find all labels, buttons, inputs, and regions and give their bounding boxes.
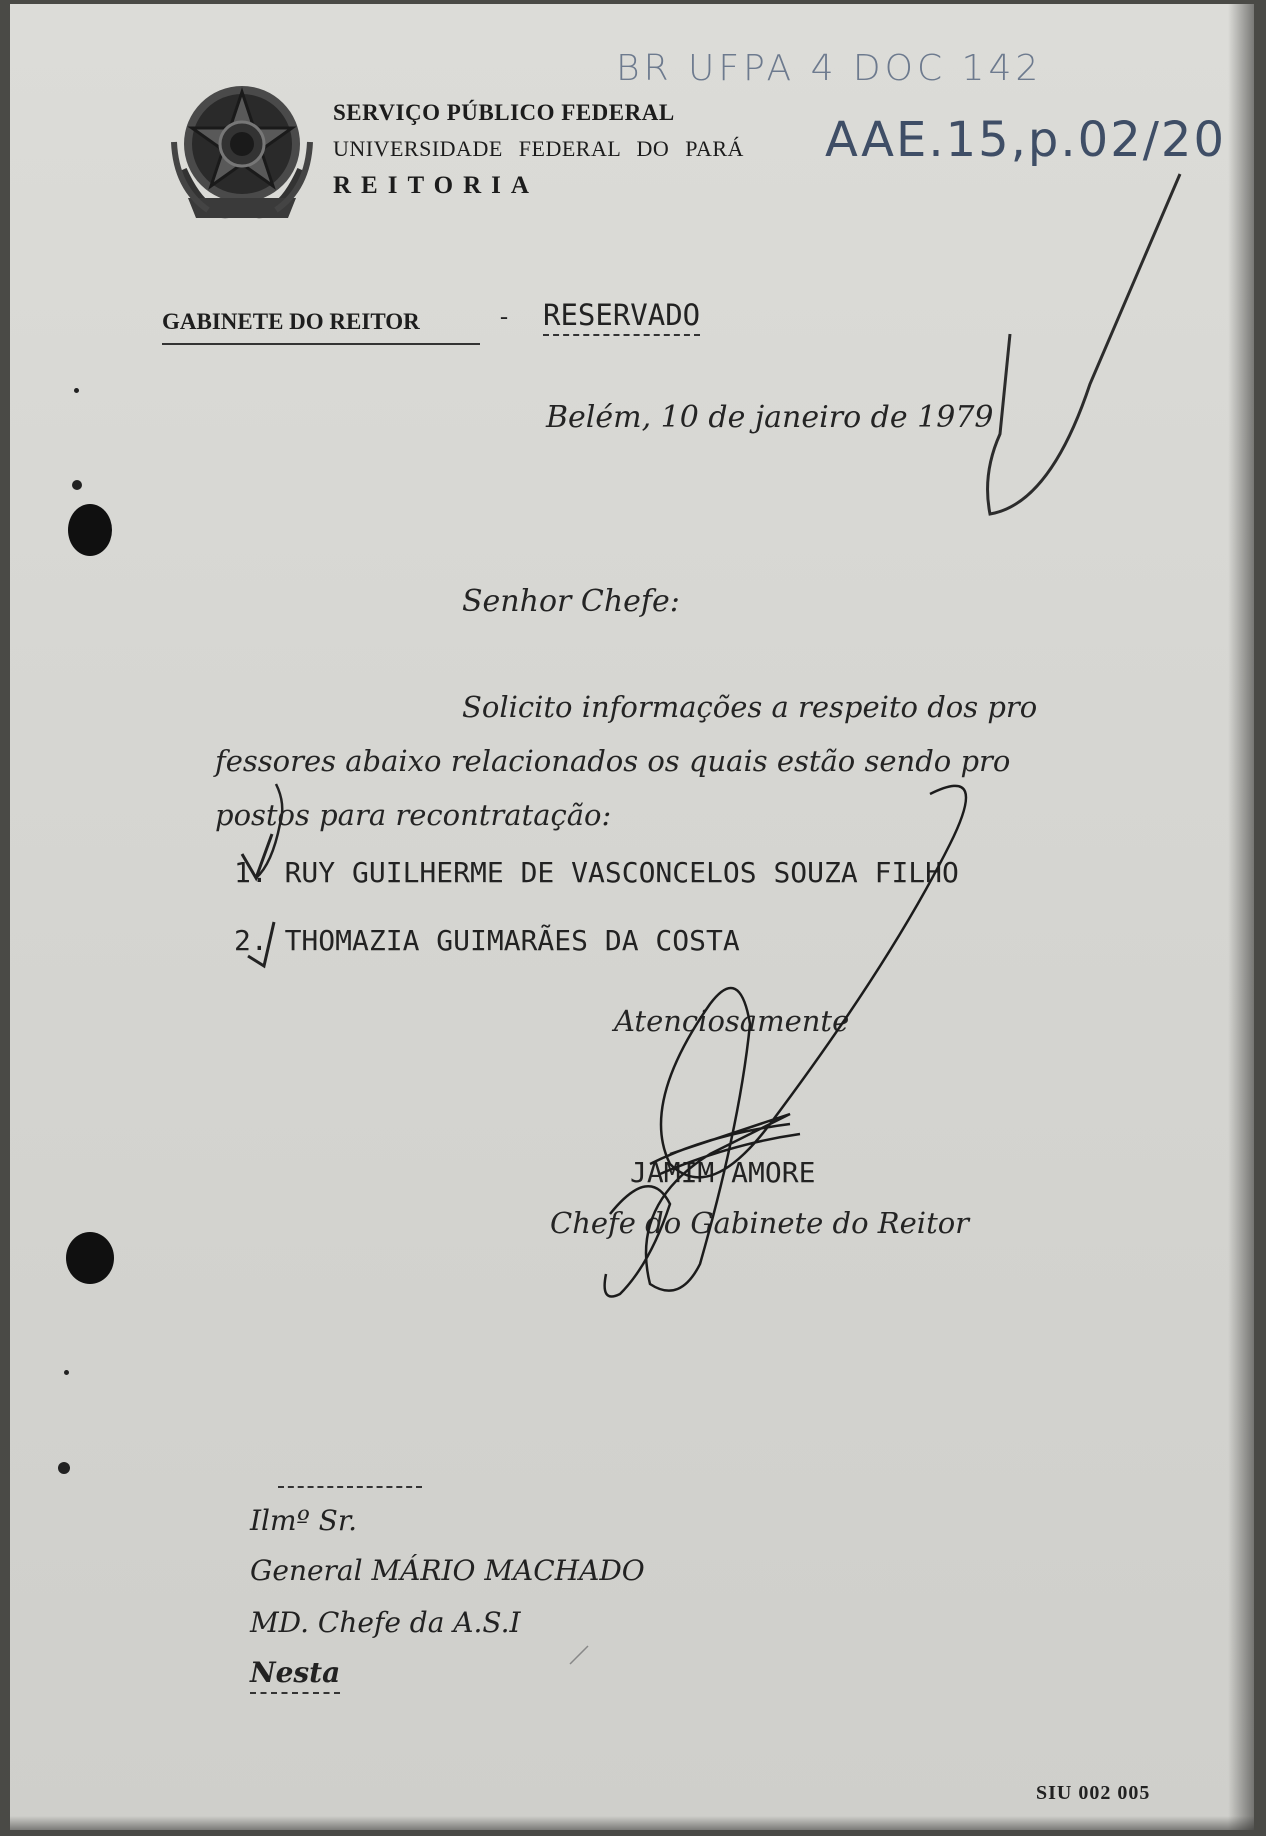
coat-of-arms-icon — [168, 78, 316, 230]
signatory-name: JAMIM AMORE — [630, 1156, 816, 1189]
form-code: SIU 002 005 — [1036, 1782, 1151, 1804]
addressee-location: Nesta — [250, 1656, 340, 1694]
speck — [72, 480, 82, 490]
place-date: Belém, 10 de janeiro de 1979 — [546, 400, 994, 435]
list-item: 1. RUY GUILHERME DE VASCONCELOS SOUZA FILHO — [234, 856, 959, 889]
addressee-salutation: Ilmº Sr. — [250, 1504, 358, 1537]
divider — [278, 1486, 422, 1488]
classification-label: RESERVADO — [543, 298, 700, 336]
salutation: Senhor Chefe: — [462, 584, 680, 619]
speck — [64, 1370, 69, 1375]
department-separator: - — [500, 304, 508, 330]
speck — [58, 1462, 70, 1474]
document-page — [10, 4, 1254, 1830]
department-name: GABINETE DO REITOR — [162, 309, 480, 345]
signatory-title: Chefe do Gabinete do Reitor — [550, 1206, 970, 1240]
punch-hole-bottom — [66, 1232, 114, 1284]
check-mark-stroke — [988, 174, 1180, 514]
header-office: REITORIA — [333, 172, 539, 199]
signature-scribble — [605, 1186, 670, 1296]
closing: Atenciosamente — [614, 1004, 850, 1038]
header-university: UNIVERSIDADE FEDERAL DO PARÁ — [333, 136, 744, 161]
header-service: SERVIÇO PÚBLICO FEDERAL — [333, 100, 675, 125]
addressee-name: General MÁRIO MACHADO — [250, 1554, 645, 1587]
page-bottom-shadow — [10, 1816, 1254, 1830]
letter-body — [215, 680, 1115, 842]
archive-reference: BR UFPA 4 DOC 142 — [616, 48, 1043, 89]
body-line: postos para recontratação: — [215, 798, 612, 832]
pencil-mark — [570, 1646, 588, 1664]
punch-hole-top — [68, 504, 112, 556]
page-edge-shadow — [1228, 4, 1254, 1830]
body-line: Solicito informações a respeito dos pro — [462, 690, 1038, 724]
archive-page-reference: AAE.15,p.02/20 — [825, 112, 1226, 168]
addressee-position: MD. Chefe da A.S.I — [250, 1606, 521, 1639]
body-line: fessores abaixo relacionados os quais estão sendo pro — [215, 744, 1011, 778]
speck — [74, 388, 79, 393]
list-item: 2. THOMAZIA GUIMARÃES DA COSTA — [234, 924, 740, 957]
